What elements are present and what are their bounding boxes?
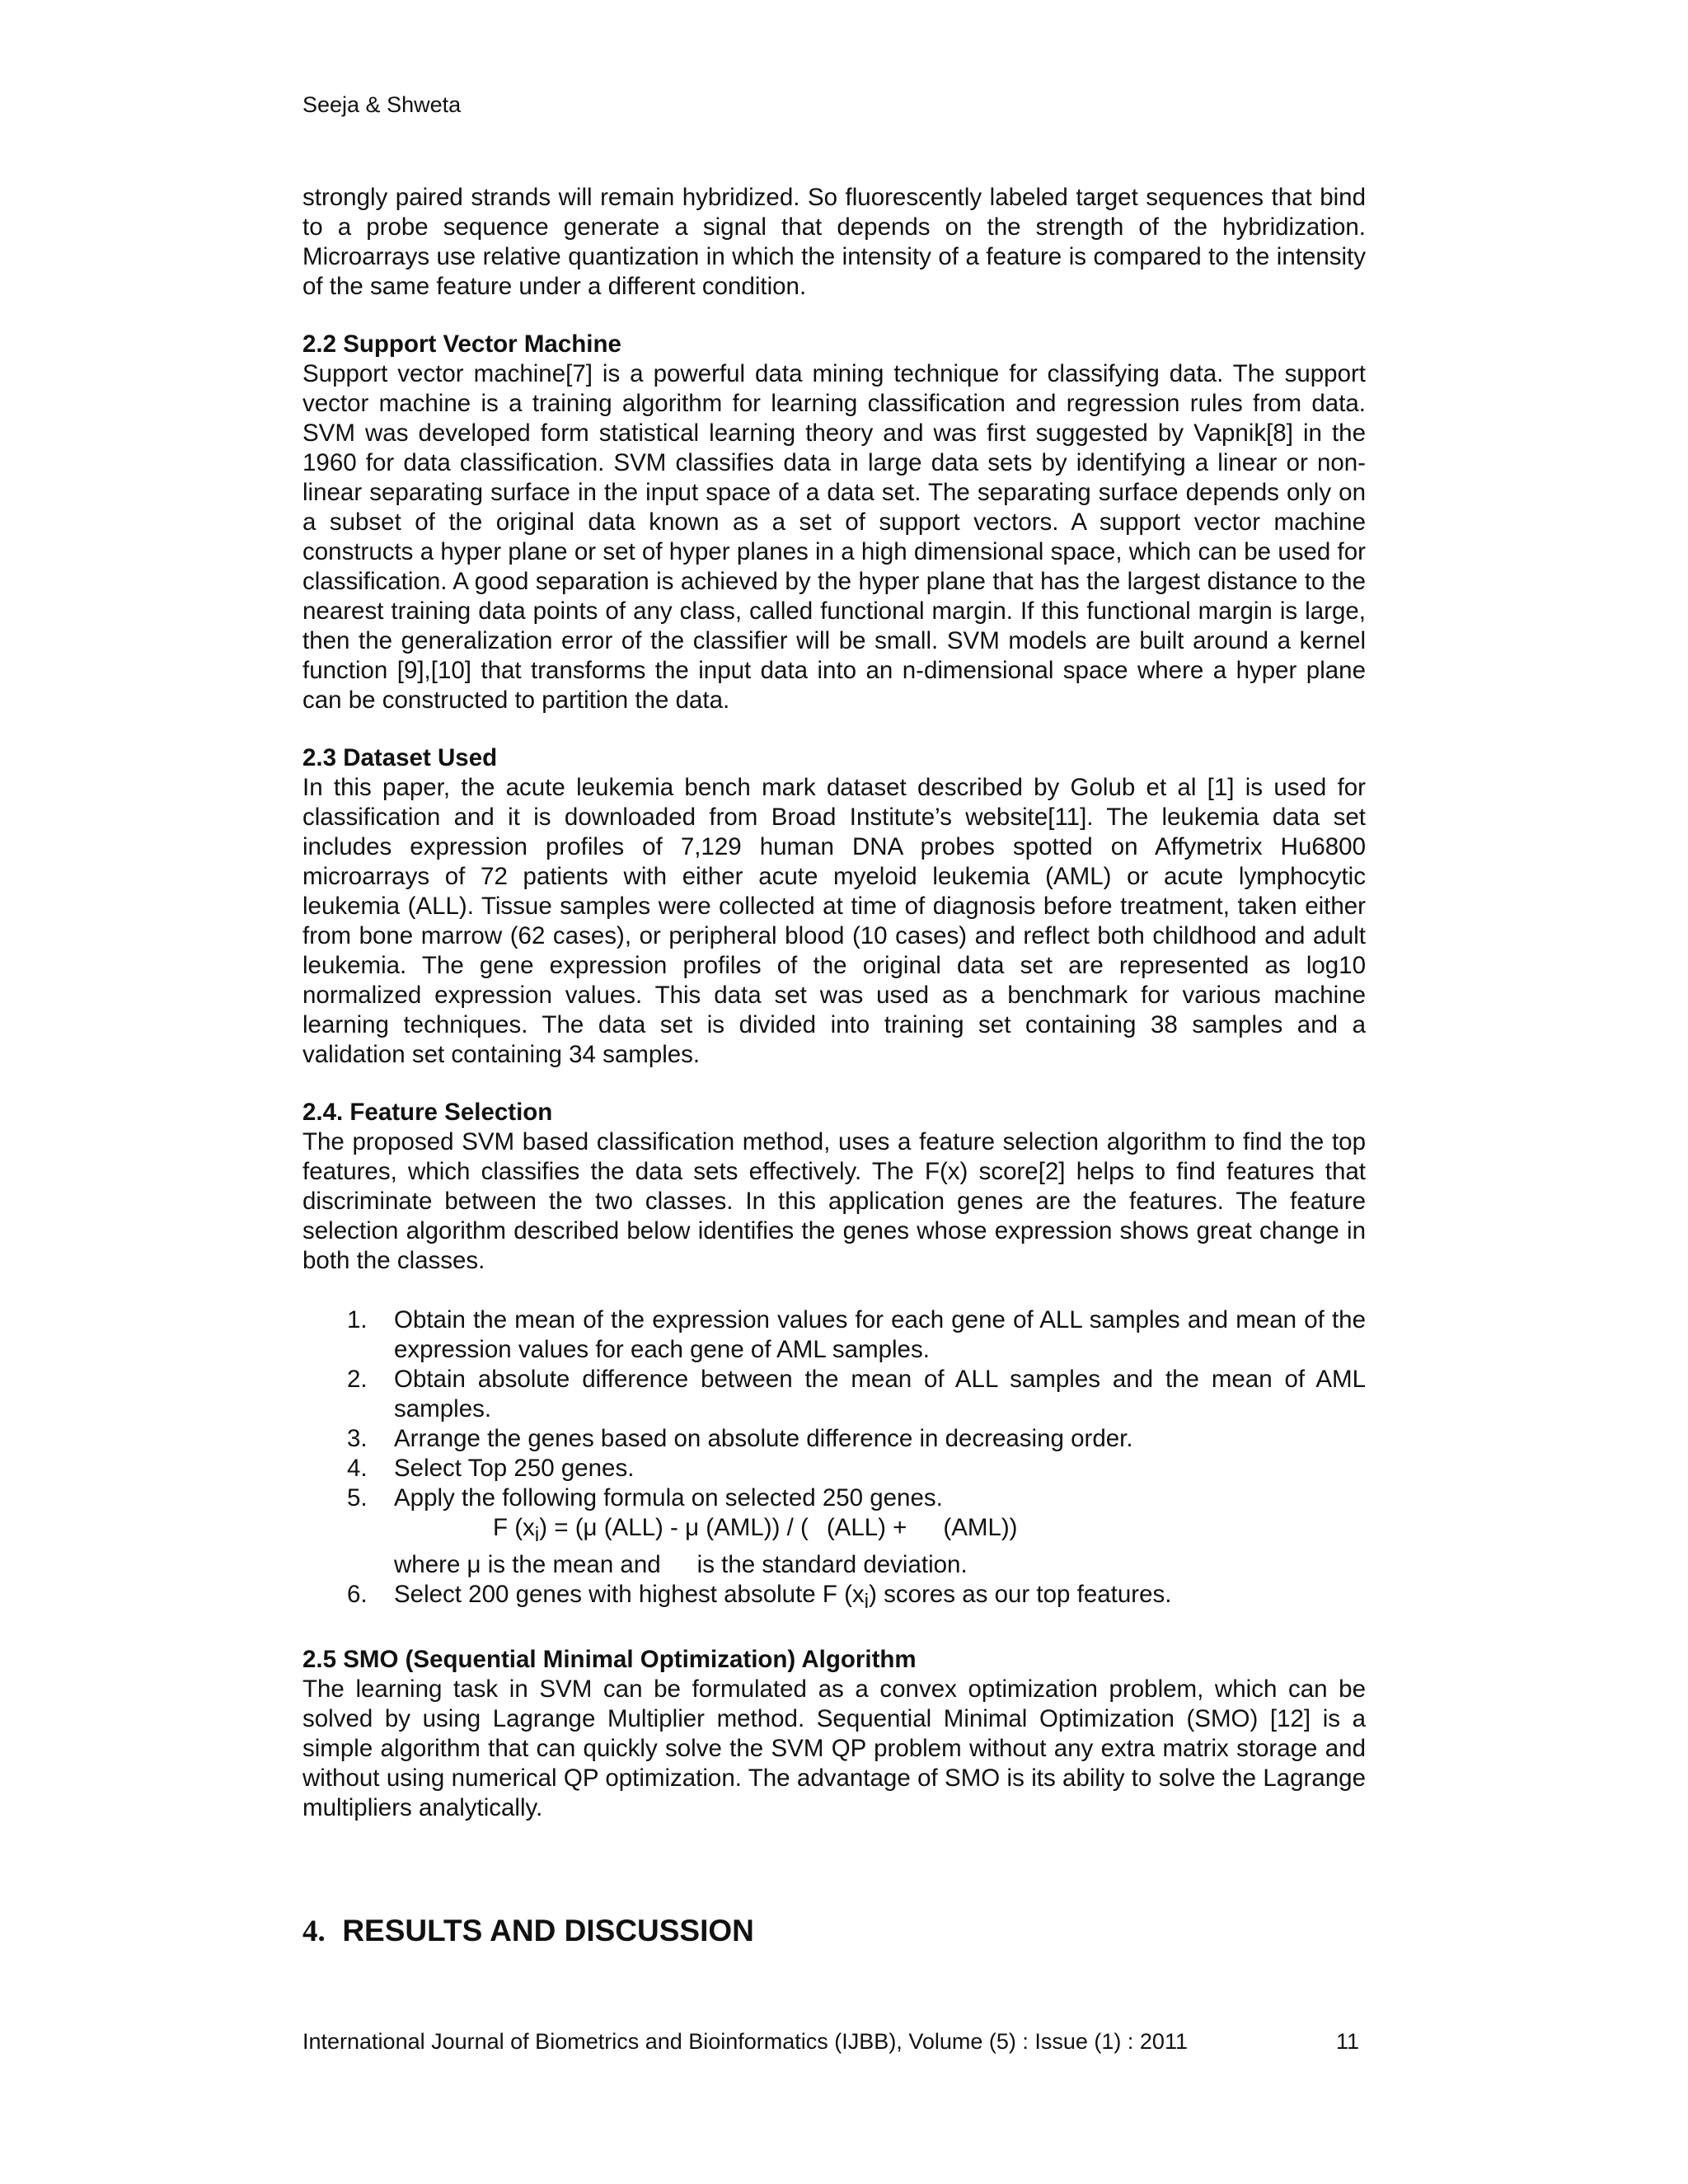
- section-heading: 2.5 SMO (Sequential Minimal Optimization) Algorithm: [302, 1645, 917, 1673]
- list-item: [302, 1454, 1366, 1483]
- section-smo: [302, 1645, 1366, 1823]
- where-text: where μ is the mean and: [394, 1550, 661, 1578]
- results-number: 4.: [302, 1915, 326, 1948]
- where-text: is the standard deviation.: [696, 1550, 968, 1578]
- list-item: [302, 1483, 1366, 1580]
- section-svm: [302, 330, 1366, 715]
- results-heading: [302, 1914, 754, 1949]
- step-number: 3.: [347, 1425, 368, 1452]
- step-text: Obtain absolute difference between the mean of ALL samples and the mean of AML samples.: [394, 1366, 1366, 1422]
- step-text: Select 200 genes with highest absolute F (x: [394, 1580, 865, 1608]
- section-dataset: [302, 743, 1366, 1070]
- formula-text: (AML)): [943, 1514, 1018, 1541]
- step-text: Select Top 250 genes.: [394, 1455, 635, 1482]
- step-text: Obtain the mean of the expression values for each gene of ALL samples and mean of the expression values for each gene of AML samples.: [394, 1306, 1366, 1363]
- intro-paragraph: strongly paired strands will remain hybridized. So fluorescently labeled target sequences that bind to a probe sequence generate a signal that depends on the strength of the hybridization. Microarrays use relative quantization in which the intensity of a feature is compared to the intensity of the same feature under a different condition.: [302, 184, 1366, 300]
- step-text: Apply the following formula on selected 250 genes.: [394, 1484, 943, 1511]
- formula-subscript: i: [534, 1523, 540, 1546]
- section-feature-selection: [302, 1098, 1366, 1617]
- running-head: Seeja & Shweta: [302, 92, 462, 117]
- step-number: 2.: [347, 1366, 368, 1393]
- section-body: Support vector machine[7] is a powerful data mining technique for classifying data. The support vector machine is a training algorithm for learning classification and regression rules from data. SVM was developed form statistical learning theory and was first suggested by Vapnik[8] in the 1960 for data classification. SVM classifies data in large data sets by identifying a linear or non-linear separating surface in the input space of a data set. The separating surface depends only on a subset of the original data known as a set of support vectors. A support vector machine constructs a hyper plane or set of hyper planes in a high dimensional space, which can be used for classification. A good separation is achieved by the hyper plane that has the largest distance to the nearest training data points of any class, called functional margin. If this functional margin is large, then the generalization error of the classifier will be small. SVM models are built around a kernel function [9],[10] that transforms the input data into an n-dimensional space where a hyper plane can be constructed to partition the data.: [302, 360, 1366, 714]
- list-item: [302, 1580, 1366, 1617]
- step-text: ) scores as our top features.: [869, 1580, 1172, 1608]
- section-body: In this paper, the acute leukemia bench mark dataset described by Golub et al [1] is used for classification and it is downloaded from Broad Institute’s website[11]. The leukemia data set includes expression profiles of 7,129 human DNA probes spotted on Affymetrix Hu6800 microarrays of 72 patients with either acute myeloid leukemia (AML) or acute lymphocytic leukemia (ALL). Tissue samples were collected at time of diagnosis before treatment, taken either from bone marrow (62 cases), or peripheral blood (10 cases) and reflect both childhood and adult leukemia. The gene expression profiles of the original data set are represented as log10 normalized expression values. This data set was used as a benchmark for various machine learning techniques. The data set is divided into training set containing 38 samples and a validation set containing 34 samples.: [302, 774, 1366, 1068]
- step-number: 6.: [347, 1580, 368, 1608]
- results-title: RESULTS AND DISCUSSION: [342, 1914, 754, 1947]
- section-heading: 2.2 Support Vector Machine: [302, 330, 621, 358]
- page-number: 11: [1335, 2029, 1359, 2054]
- formula-text: F (x: [493, 1514, 535, 1541]
- step-number: 1.: [347, 1306, 368, 1333]
- section-heading: 2.3 Dataset Used: [302, 744, 498, 771]
- section-body: The learning task in SVM can be formulated as a convex optimization problem, which can be solved by using Lagrange Multiplier method. Sequential Minimal Optimization (SMO) [12] is a simple algorithm that can quickly solve the SVM QP problem without any extra matrix storage and without using numerical QP optimization. The advantage of SMO is its ability to solve the Lagrange multipliers analytically.: [302, 1675, 1366, 1821]
- step-subscript: i: [864, 1590, 870, 1613]
- journal-citation: International Journal of Biometrics and Bioinformatics (IJBB), Volume (5) : Issue (1) : 2011: [302, 2029, 1188, 2054]
- page-body: [302, 183, 1366, 1823]
- algorithm-steps: [302, 1305, 1366, 1617]
- formula-explanation: [394, 1550, 1366, 1580]
- step-text: Arrange the genes based on absolute difference in decreasing order.: [394, 1425, 1133, 1452]
- section-heading: 2.4. Feature Selection: [302, 1099, 553, 1126]
- formula-text: ) = (μ (ALL) - μ (AML)) / (: [539, 1514, 809, 1541]
- page-footer: [302, 2029, 1366, 2055]
- section-body: The proposed SVM based classification method, uses a feature selection algorithm to find the top features, which classifies the data sets effectively. The F(x) score[2] helps to find features that discriminate between the two classes. In this application genes are the features. The feature selection algorithm described below identifies the genes whose expression shows great change in both the classes.: [302, 1128, 1366, 1274]
- list-item: [302, 1305, 1366, 1365]
- list-item: [302, 1365, 1366, 1424]
- step-number: 5.: [347, 1484, 368, 1511]
- formula-text: (ALL) +: [826, 1514, 907, 1541]
- step-number: 4.: [347, 1455, 368, 1482]
- f-score-formula: [394, 1513, 1366, 1550]
- list-item: [302, 1424, 1366, 1454]
